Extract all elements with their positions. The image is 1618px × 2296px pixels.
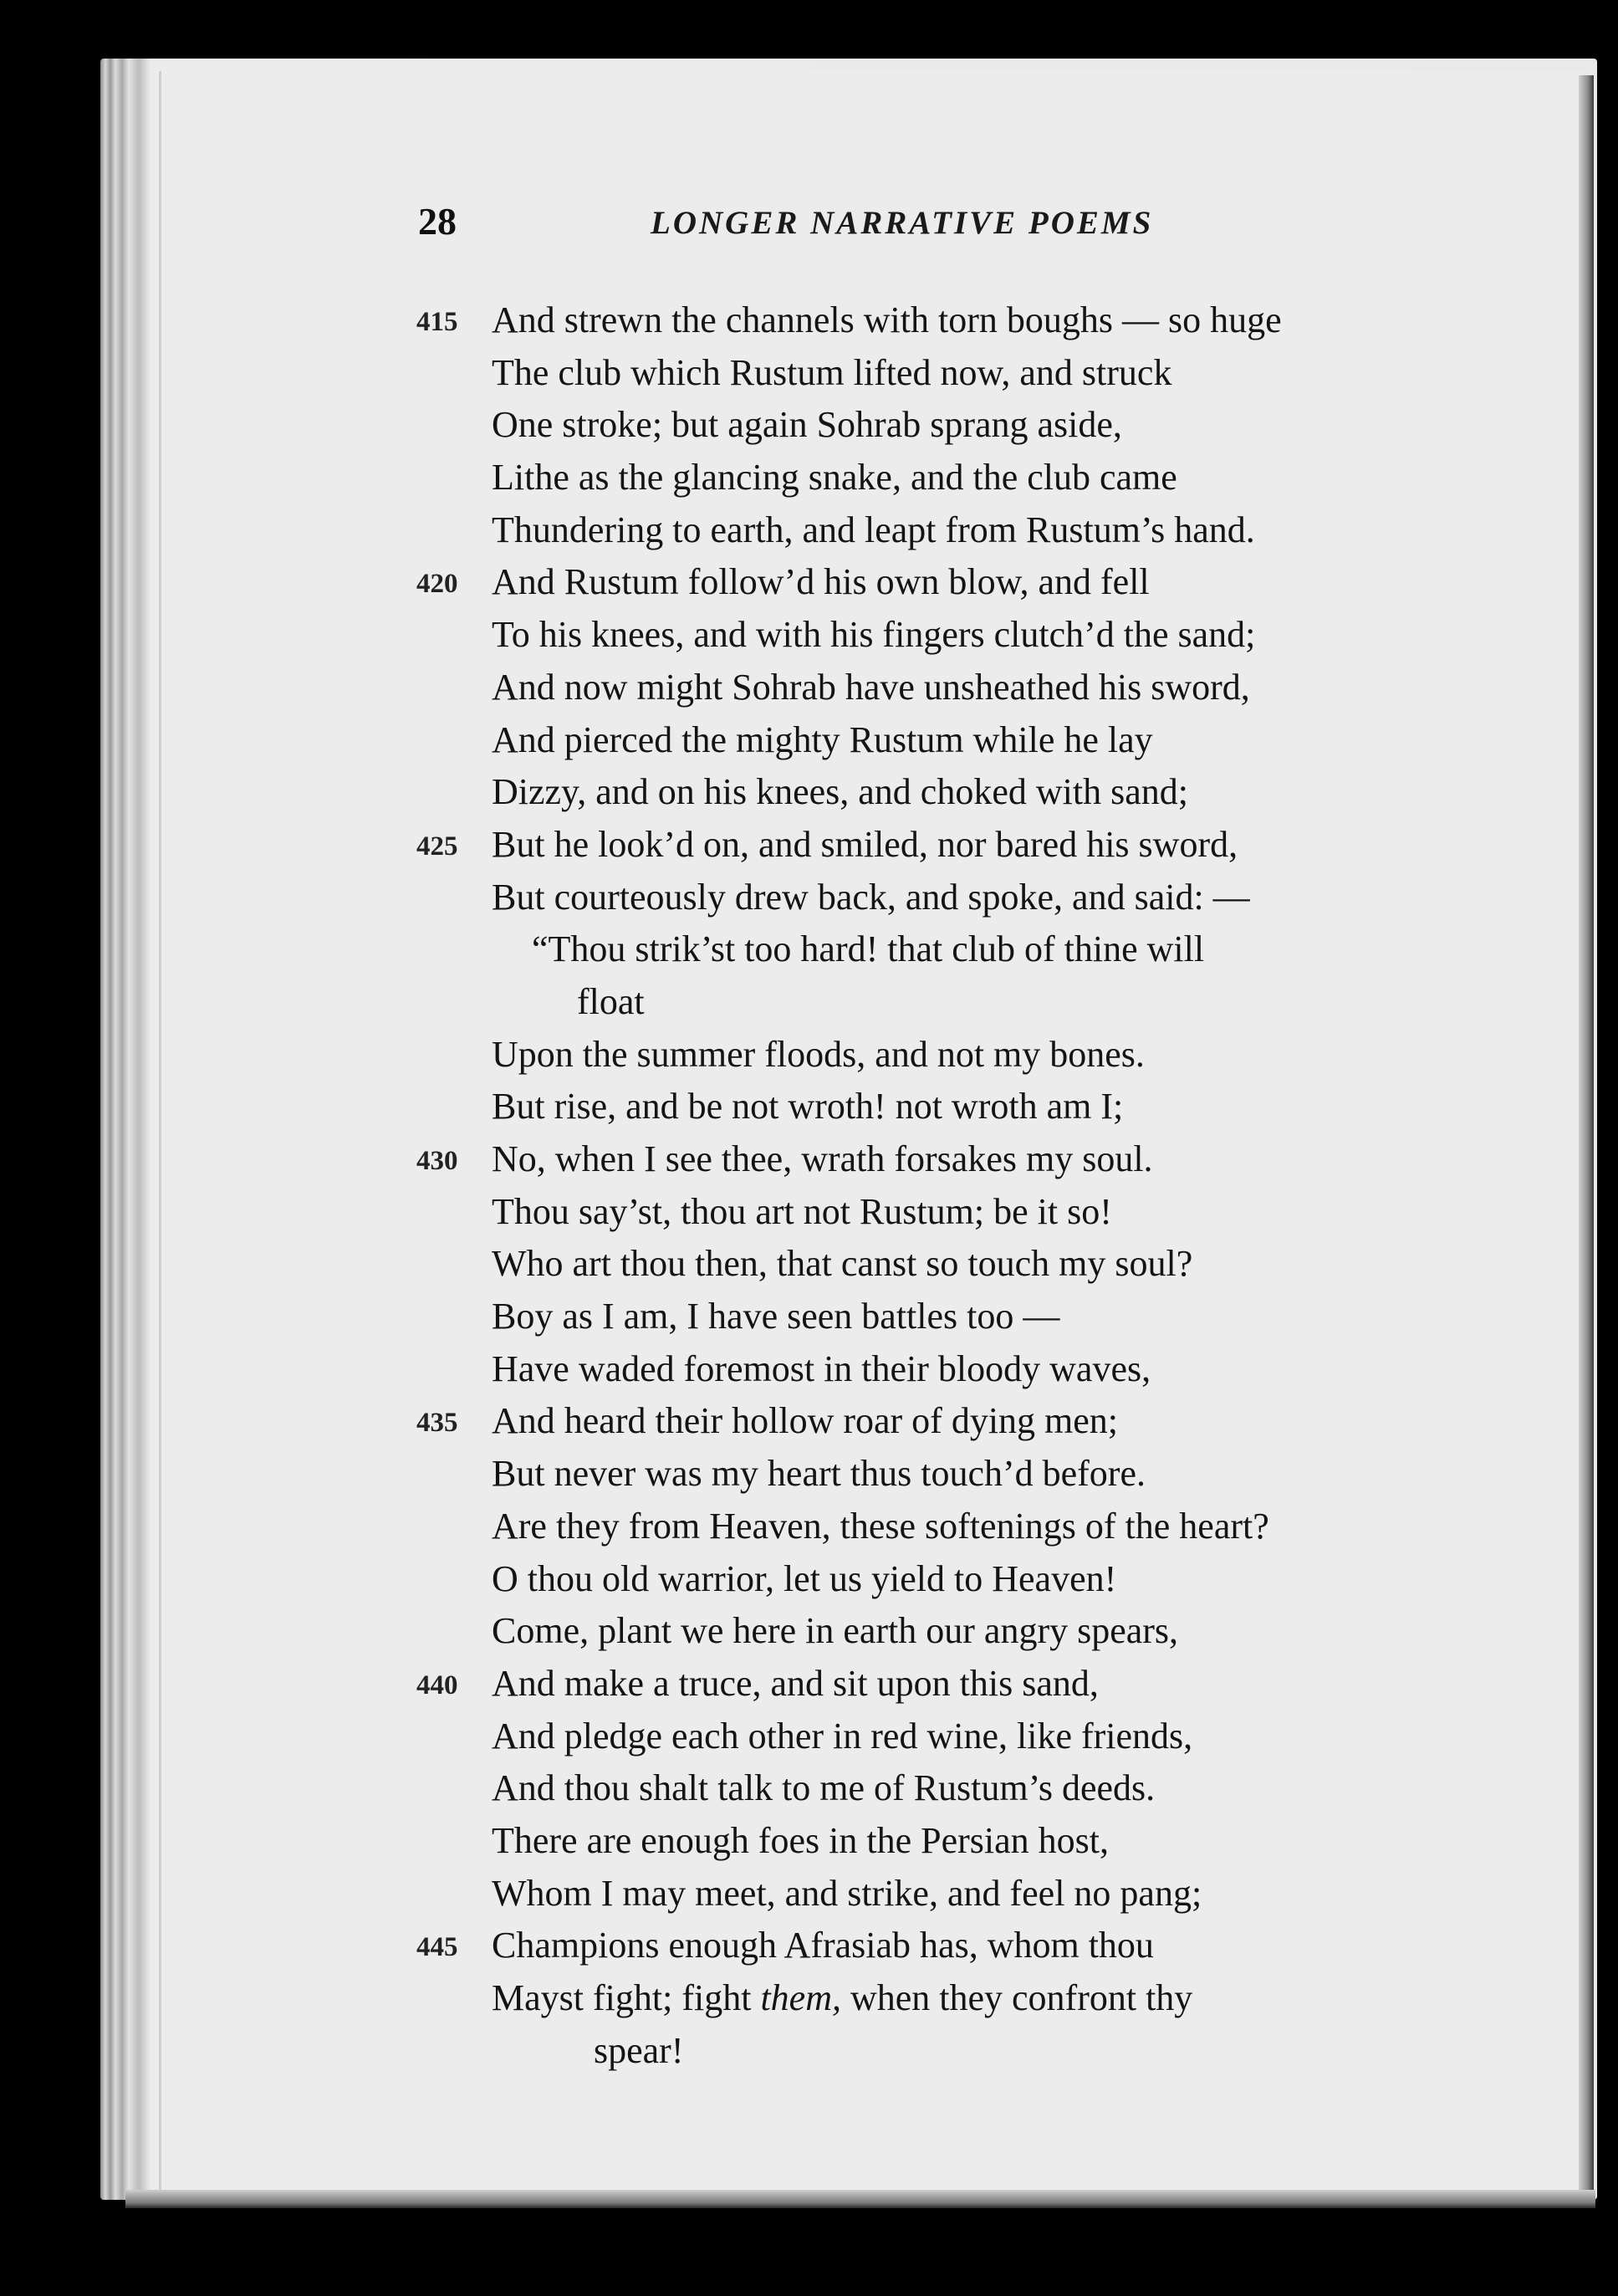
poem-line: And pledge each other in red wine, like friends, [492,1715,1193,1757]
poem-line: Thundering to earth, and leapt from Rustum’s hand. [492,509,1255,550]
poem-line-turnover: float [577,980,645,1022]
poem-line: But never was my heart thus touch’d before. [492,1453,1146,1495]
poem-line: Boy as I am, I have seen battles too — [492,1296,1060,1337]
page-bottom-edge [125,2190,1595,2208]
poem-line: Are they from Heaven, these softenings of the heart? [492,1505,1269,1547]
poem-line: One stroke; but again Sohrab sprang aside, [492,404,1122,446]
poem-line: Lithe as the glancing snake, and the club came [492,457,1177,499]
poem-line: 425 But he look’d on, and smiled, nor bared his sword, [416,819,1503,872]
poem-line: Who art thou then, that canst so touch my soul? [492,1243,1193,1285]
poem-line: 415 And strewn the channels with torn boughs — so huge [416,294,1503,347]
poem-line: There are enough foes in the Persian host, [492,1819,1109,1861]
page-right-edge [1579,75,1594,2200]
poem-line: 445 Champions enough Afrasiab has, whom thou [416,1920,1503,1972]
poem-line: Whom I may meet, and strike, and feel no pang; [492,1872,1202,1914]
poem-line: 440 And make a truce, and sit upon this sand, [416,1658,1503,1710]
poem-line: Upon the summer floods, and not my bones. [492,1033,1145,1075]
poem-line: The club which Rustum lifted now, and struck [492,351,1172,393]
poem-line: To his knees, and with his fingers clutch’d the sand; [492,614,1256,656]
emphasized-word: them, [760,1977,841,2018]
poem-line: O thou old warrior, let us yield to Heaven! [492,1557,1117,1599]
line-number: 435 [416,1408,458,1439]
line-number: 420 [416,569,458,600]
poem-line: Mayst fight; fight them, when they confront thy [492,1977,1193,2018]
line-number: 415 [416,307,458,337]
poem-line: “Thou strik’st too hard! that club of thine will [532,928,1205,970]
poem-text [416,294,1503,2077]
poem-line: And thou shalt talk to me of Rustum’s deeds. [492,1767,1156,1809]
poem-line: 435 And heard their hollow roar of dying men; [416,1395,1503,1448]
poem-line: Dizzy, and on his knees, and choked with sand; [492,771,1188,813]
poem-line: 420 And Rustum follow’d his own blow, and fell [416,556,1503,609]
poem-line: Thou say’st, thou art not Rustum; be it so! [492,1190,1112,1232]
running-head: LONGER NARRATIVE POEMS [651,205,1154,241]
poem-line: But courteously drew back, and spoke, and said: — [492,876,1250,918]
poem-line: And now might Sohrab have unsheathed his sword, [492,666,1250,708]
poem-line: Have waded foremost in their bloody waves, [492,1347,1151,1389]
line-number: 430 [416,1146,458,1176]
poem-line: But rise, and be not wroth! not wroth am I; [492,1086,1124,1128]
line-number: 440 [416,1670,458,1700]
poem-line: Come, plant we here in earth our angry spears, [492,1610,1179,1652]
poem-line: 430 No, when I see thee, wrath forsakes my soul. [416,1133,1503,1186]
line-number: 425 [416,831,458,862]
page-header [418,199,1547,249]
page-number: 28 [418,200,457,243]
poem-line-turnover: spear! [594,2029,684,2071]
line-number: 445 [416,1932,458,1963]
poem-line: And pierced the mighty Rustum while he lay [492,718,1153,760]
